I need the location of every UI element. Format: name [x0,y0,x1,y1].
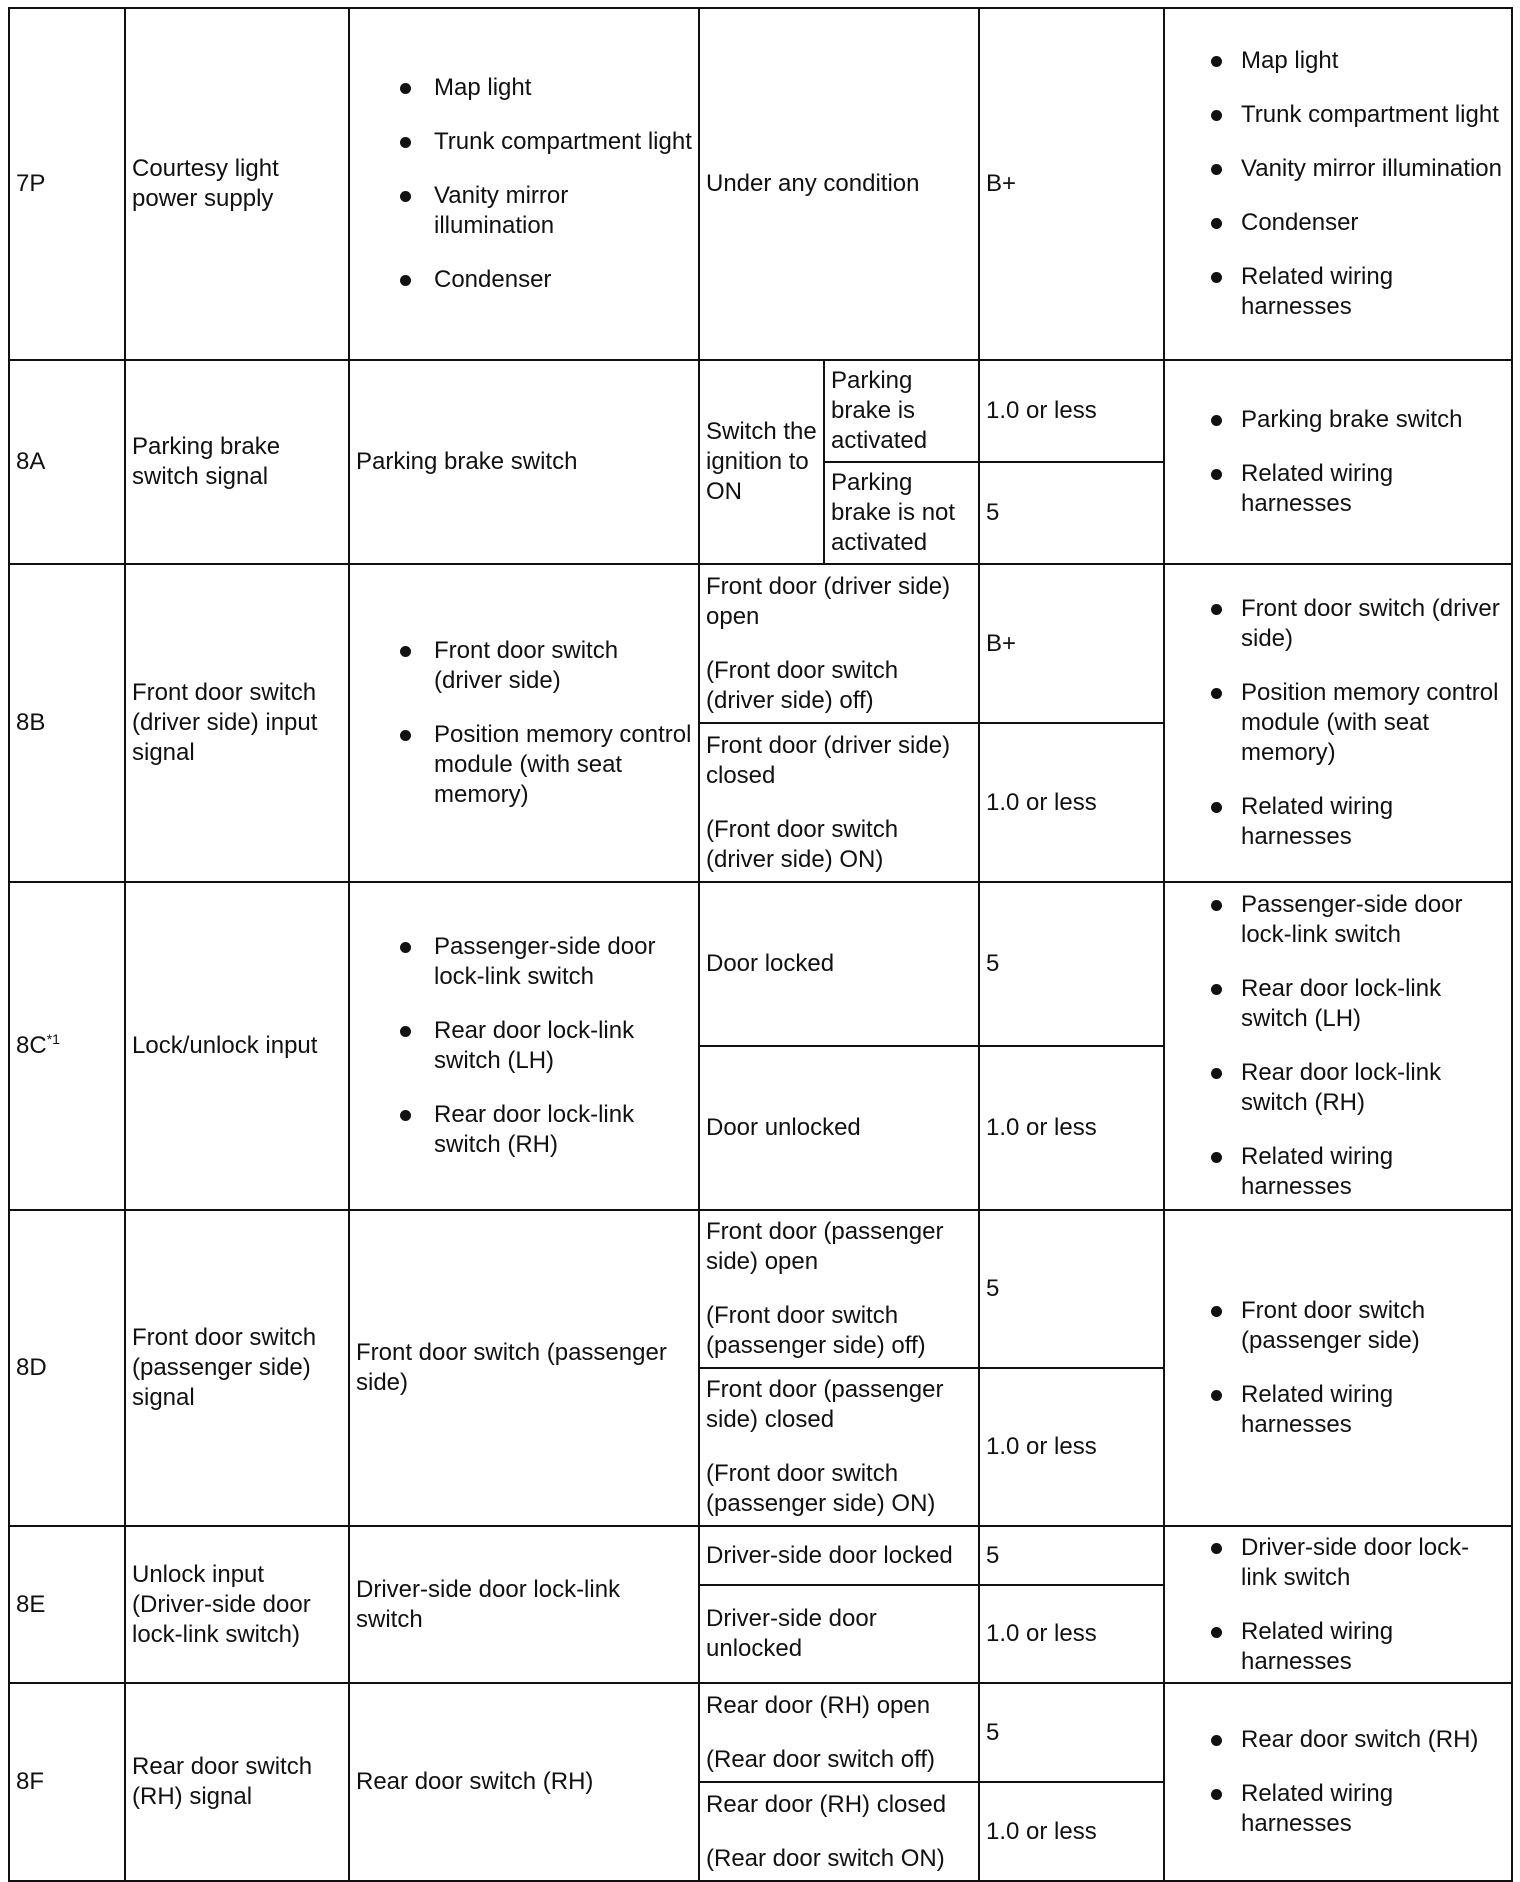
list-item: Front door switch (driver side) [356,636,692,696]
terminal-cell: 8A [9,360,125,564]
voltage-cell: 1.0 or less [979,1046,1164,1210]
connected-to-cell: Driver-side door lock-link switch [349,1526,699,1683]
signal-name-cell: Unlock input (Driver-side door lock-link switch) [125,1526,349,1683]
list-item: Passenger-side door lock-link switch [1171,890,1505,950]
measurement-condition-cell: Driver-side door locked [699,1526,979,1585]
list-item: Related wiring harnesses [1171,1142,1505,1202]
table-row [9,564,1512,723]
condition-line: (Rear door switch off) [706,1745,935,1773]
list-item: Rear door lock-link switch (RH) [356,1100,692,1160]
condition-line: Front door (driver side) closed [706,731,951,789]
table-row [9,1683,1512,1782]
measurement-condition-cell [699,1782,979,1881]
voltage-cell: 5 [979,882,1164,1046]
signal-name-cell: Rear door switch (RH) signal [125,1683,349,1881]
terminal-cell: 8D [9,1210,125,1526]
connected-to-cell [349,882,699,1210]
voltage-cell: 5 [979,1210,1164,1368]
list-item: Related wiring harnesses [1171,1779,1505,1839]
terminal-cell: 7P [9,8,125,360]
list-item: Position memory control module (with seat memory) [356,720,692,810]
sub-condition-cell: Parking brake is not activated [824,462,979,564]
list-item: Map light [1171,46,1505,76]
condition-line: (Front door switch (driver side) ON) [706,815,899,873]
list-item: Related wiring harnesses [1171,459,1505,519]
list-item: Rear door lock-link switch (LH) [1171,974,1505,1034]
measurement-condition-cell [699,1210,979,1368]
table-row [9,8,1512,360]
voltage-cell: 1.0 or less [979,1585,1164,1683]
terminal-cell [9,882,125,1210]
list-item: Passenger-side door lock-link switch [356,932,692,992]
voltage-cell: 5 [979,1526,1164,1585]
condition-line: Front door (driver side) open [706,572,951,630]
table-row [9,1526,1512,1585]
list-item: Condenser [1171,208,1505,238]
list-item: Related wiring harnesses [1171,1617,1505,1677]
connected-to-cell: Parking brake switch [349,360,699,564]
voltage-cell: 5 [979,462,1164,564]
inspection-item-cell [1164,882,1512,1210]
list-item: Rear door switch (RH) [1171,1725,1505,1755]
voltage-cell: 1.0 or less [979,1782,1164,1881]
inspection-item-cell [1164,564,1512,882]
voltage-cell: 1.0 or less [979,1368,1164,1526]
inspection-item-cell [1164,1526,1512,1683]
condition-line: (Front door switch (driver side) off) [706,656,899,714]
connected-to-cell: Front door switch (passenger side) [349,1210,699,1526]
terminal-spec-table [8,7,1513,1882]
measurement-condition-cell: Door unlocked [699,1046,979,1210]
voltage-cell: 1.0 or less [979,360,1164,462]
inspection-item-cell [1164,1683,1512,1881]
condition-line: (Front door switch (passenger side) off) [706,1302,926,1359]
signal-name-cell: Parking brake switch signal [125,360,349,564]
table-row [9,882,1512,1046]
terminal-cell: 8E [9,1526,125,1683]
measurement-condition-cell: Door locked [699,882,979,1046]
voltage-cell: B+ [979,564,1164,723]
signal-name-cell: Front door switch (driver side) input signal [125,564,349,882]
voltage-cell: 5 [979,1683,1164,1782]
signal-name-cell: Lock/unlock input [125,882,349,1210]
list-item: Front door switch (driver side) [1171,594,1505,654]
list-item: Driver-side door lock-link switch [1171,1533,1505,1593]
inspection-item-cell [1164,1210,1512,1526]
signal-name-cell: Front door switch (passenger side) signal [125,1210,349,1526]
list-item: Related wiring harnesses [1171,792,1505,852]
list-item: Condenser [356,265,692,295]
terminal-cell: 8F [9,1683,125,1881]
list-item: Trunk compartment light [356,127,692,157]
list-item: Map light [356,73,692,103]
condition-line: (Front door switch (passenger side) ON) [706,1460,936,1517]
terminal-cell: 8B [9,564,125,882]
condition-line: Front door (passenger side) open [706,1218,944,1275]
list-item: Related wiring harnesses [1171,262,1505,322]
signal-name-cell: Courtesy light power supply [125,8,349,360]
connected-to-cell [349,564,699,882]
list-item: Parking brake switch [1171,405,1505,435]
list-item: Related wiring harnesses [1171,1380,1505,1440]
list-item: Trunk compartment light [1171,100,1505,130]
list-item: Vanity mirror illumination [1171,154,1505,184]
list-item: Rear door lock-link switch (LH) [356,1016,692,1076]
condition-line: Rear door (RH) open [706,1691,931,1719]
condition-line: Rear door (RH) closed [706,1790,947,1818]
connected-to-cell: Rear door switch (RH) [349,1683,699,1881]
measurement-condition-cell: Under any condition [699,8,979,360]
condition-line: Front door (passenger side) closed [706,1376,944,1433]
terminal-label: 8C [16,1032,47,1059]
list-item: Front door switch (passenger side) [1171,1296,1505,1356]
list-item: Rear door lock-link switch (RH) [1171,1058,1505,1118]
voltage-cell: 1.0 or less [979,723,1164,882]
condition-line: (Rear door switch ON) [706,1844,945,1872]
measurement-condition-cell [699,564,979,723]
inspection-item-cell [1164,360,1512,564]
voltage-cell: B+ [979,8,1164,360]
table-row [9,1210,1512,1368]
measurement-condition-cell: Driver-side door unlocked [699,1585,979,1683]
measurement-condition-cell [699,723,979,882]
footnote-marker: *1 [46,1031,60,1047]
connected-to-cell [349,8,699,360]
measurement-condition-cell [699,1683,979,1782]
sub-condition-cell: Parking brake is activated [824,360,979,462]
table-row [9,360,1512,462]
list-item: Vanity mirror illumination [356,181,692,241]
inspection-item-cell [1164,8,1512,360]
list-item: Position memory control module (with seat memory) [1171,678,1505,768]
measurement-condition-cell [699,1368,979,1526]
measurement-condition-cell: Switch the ignition to ON [699,360,824,564]
